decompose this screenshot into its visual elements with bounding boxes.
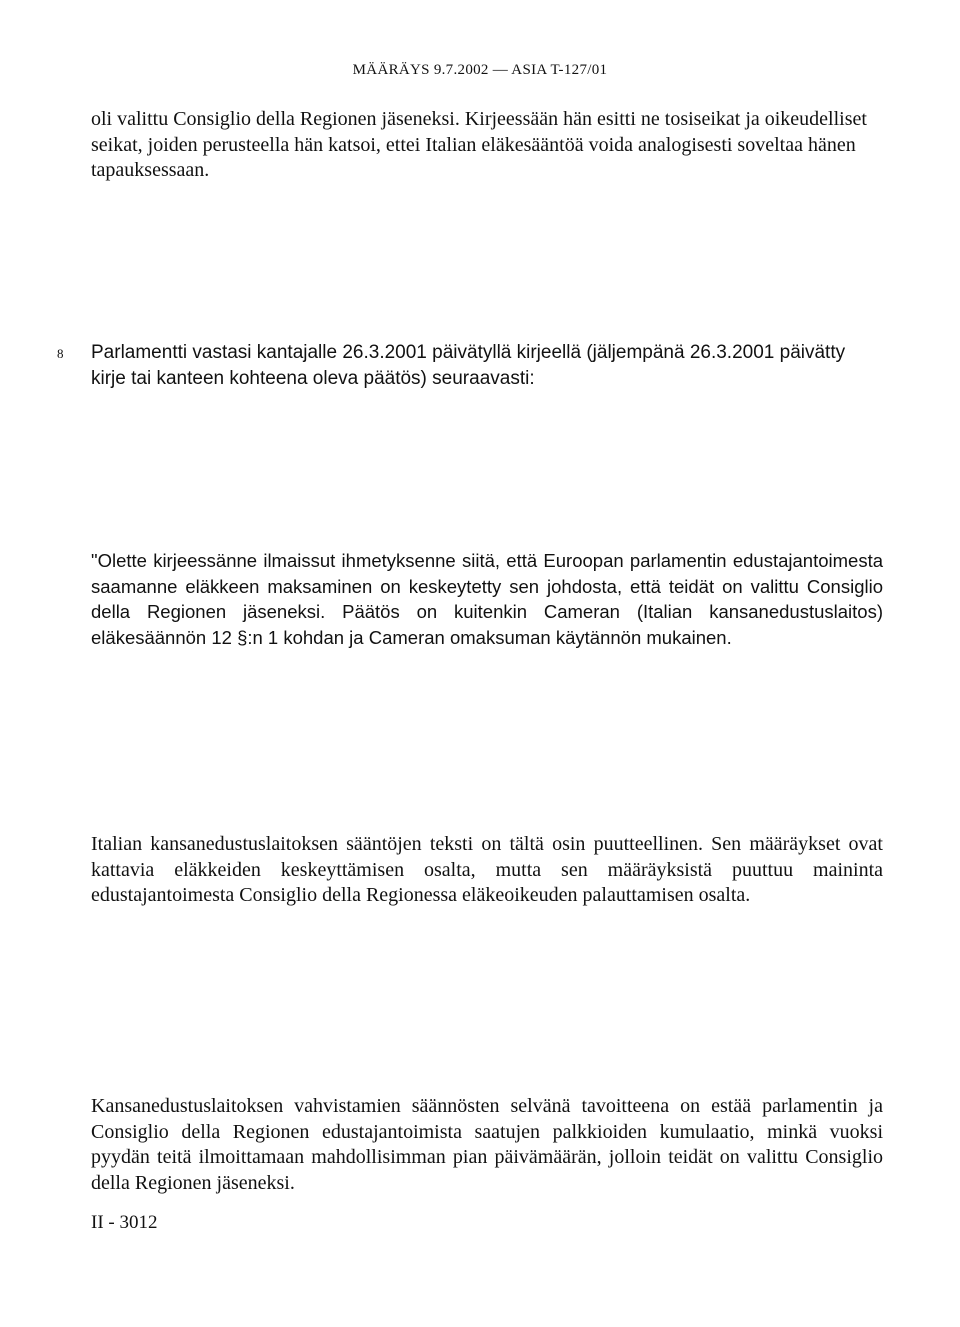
paragraph-8: Parlamentti vastasi kantajalle 26.3.2001 päivätyllä kirjeellä (jäljempänä 26.3.2001 päivätty kirje tai kanteen kohteena oleva päätös) seuraavasti: xyxy=(91,342,846,389)
page-number: II - 3012 xyxy=(91,1212,158,1233)
quoted-letter-paragraph-1: "Olette kirjeessänne ilmaissut ihmetyksenne siitä, että Euroopan parlamentin edustajantoimesta saamanne eläkkeen maksaminen on keskeytetty sen johdosta, että teidät on valittu Consiglio della Regionen jäseneksi. Päätös on kuitenkin Cameran (Italian kansanedustuslaitos) eläkesäännön 12 §:n 1 kohdan ja Cameran omaksuman käytännön mukainen. xyxy=(91,550,883,648)
quoted-letter-paragraph-3: Kansanedustuslaitoksen vahvistamien säännösten selvänä tavoitteena on estää parlamentin ja Consiglio della Regionen edustajantoimista saatujen palkkioiden kumulaatio, minkä vuoksi pyydän teitä ilmoittamaan mahdollisimman pian päivämäärän, jolloin teidät on valittu Consiglio della Regionen jäseneksi. xyxy=(91,1095,883,1194)
quoted-letter-paragraph-2: Italian kansanedustuslaitoksen sääntöjen teksti on tältä osin puutteellinen. Sen määräykset ovat kattavia eläkkeiden keskeyttämisen osalta, mutta sen määräyksistä puuttuu maininta edustajantoimesta Consiglio della Regionessa eläkeoikeuden palauttamisen osalta. xyxy=(91,833,883,906)
paragraph-continuation: oli valittu Consiglio della Regionen jäseneksi. Kirjeessään hän esitti ne tosiseikat ja oikeudelliset seikat, joiden perusteella hän katsoi, ettei Italian eläkesääntöä voida analogisesti soveltaa hänen tapauksessaan. xyxy=(91,108,867,181)
paragraph-number: 8 xyxy=(57,346,64,361)
running-header: MÄÄRÄYS 9.7.2002 — ASIA T-127/01 xyxy=(352,62,608,78)
